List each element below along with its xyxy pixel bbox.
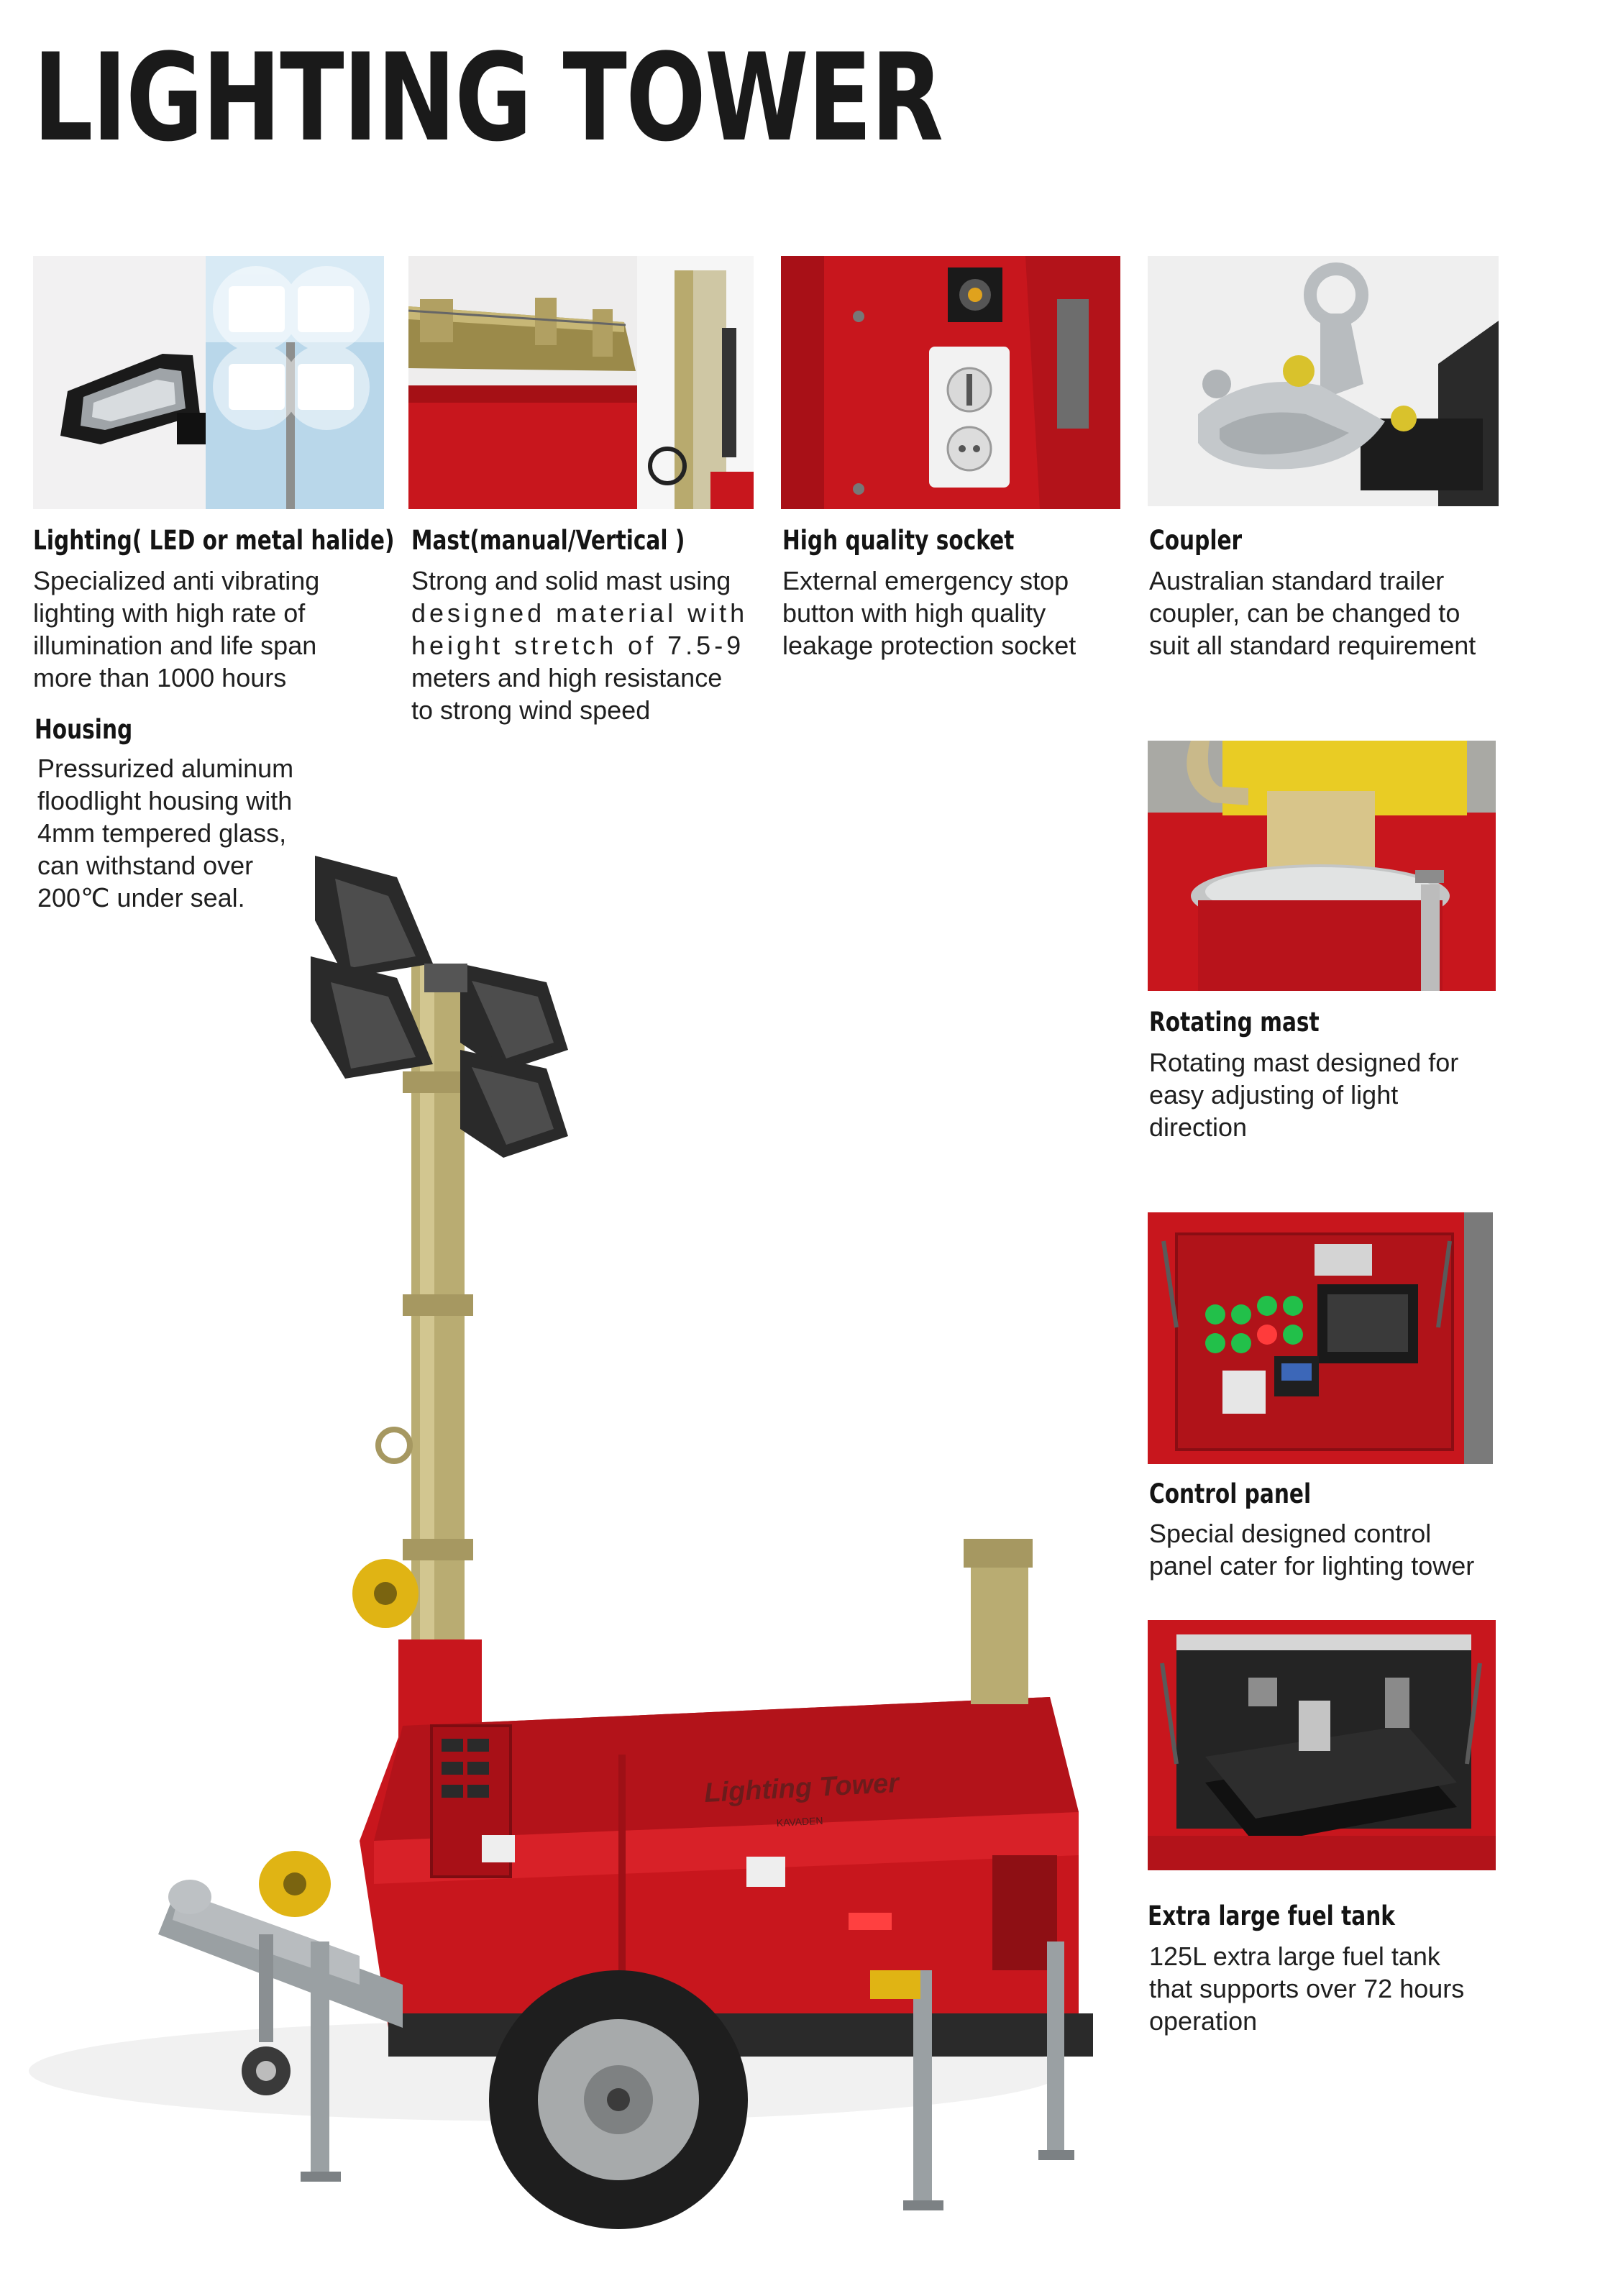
lighting-photo: [33, 256, 384, 509]
rotating-mast-heading: Rotating mast: [1149, 1007, 1320, 1038]
fuel-tank-photo: [1148, 1620, 1496, 1870]
coupler-heading: Coupler: [1149, 525, 1243, 556]
socket-description: External emergency stop button with high quality leakage protection socket: [782, 566, 1076, 660]
lighting-heading: Lighting( LED or metal halide): [33, 525, 395, 556]
fuel-tank-description: 125L extra large fuel tank that supports over 72 hours operation: [1149, 1941, 1465, 2036]
tower-brand-logo: Lighting Tower: [703, 1767, 900, 1808]
coupler-photo: [1148, 256, 1499, 506]
tower-brand-subtext: KAVADEN: [776, 1814, 823, 1829]
control-panel-photo: [1148, 1212, 1493, 1464]
rotating-mast-photo: [1148, 741, 1496, 991]
socket-heading: High quality socket: [782, 525, 1015, 556]
housing-description: Pressurized aluminum floodlight housing with 4mm tempered glass, can withstand over 200℃ under seal.: [37, 754, 294, 913]
housing-heading: Housing: [35, 714, 133, 745]
lighting-description: Specialized anti vibrating lighting with high rate of illumination and life span more than 1000 hours: [33, 566, 320, 692]
socket-photo: [781, 256, 1120, 509]
control-panel-heading: Control panel: [1149, 1478, 1312, 1509]
mast-photo: [408, 256, 754, 509]
fuel-tank-heading: Extra large fuel tank: [1148, 1901, 1395, 1931]
control-panel-description: Special designed control panel cater for lighting tower: [1149, 1519, 1475, 1581]
page-title: LIGHTING TOWER: [33, 27, 943, 168]
coupler-description: Australian standard trailer coupler, can be changed to suit all standard requirement: [1149, 566, 1476, 660]
mast-description: Strong and solid mast using designed material with height stretch of 7.5-9 meters and high resistance to strong wind speed: [411, 566, 749, 725]
mast-heading: Mast(manual/Vertical ): [411, 525, 685, 556]
lighting-tower-product-image: [0, 834, 1122, 2272]
rotating-mast-description: Rotating mast designed for easy adjusting of light direction: [1149, 1048, 1459, 1142]
